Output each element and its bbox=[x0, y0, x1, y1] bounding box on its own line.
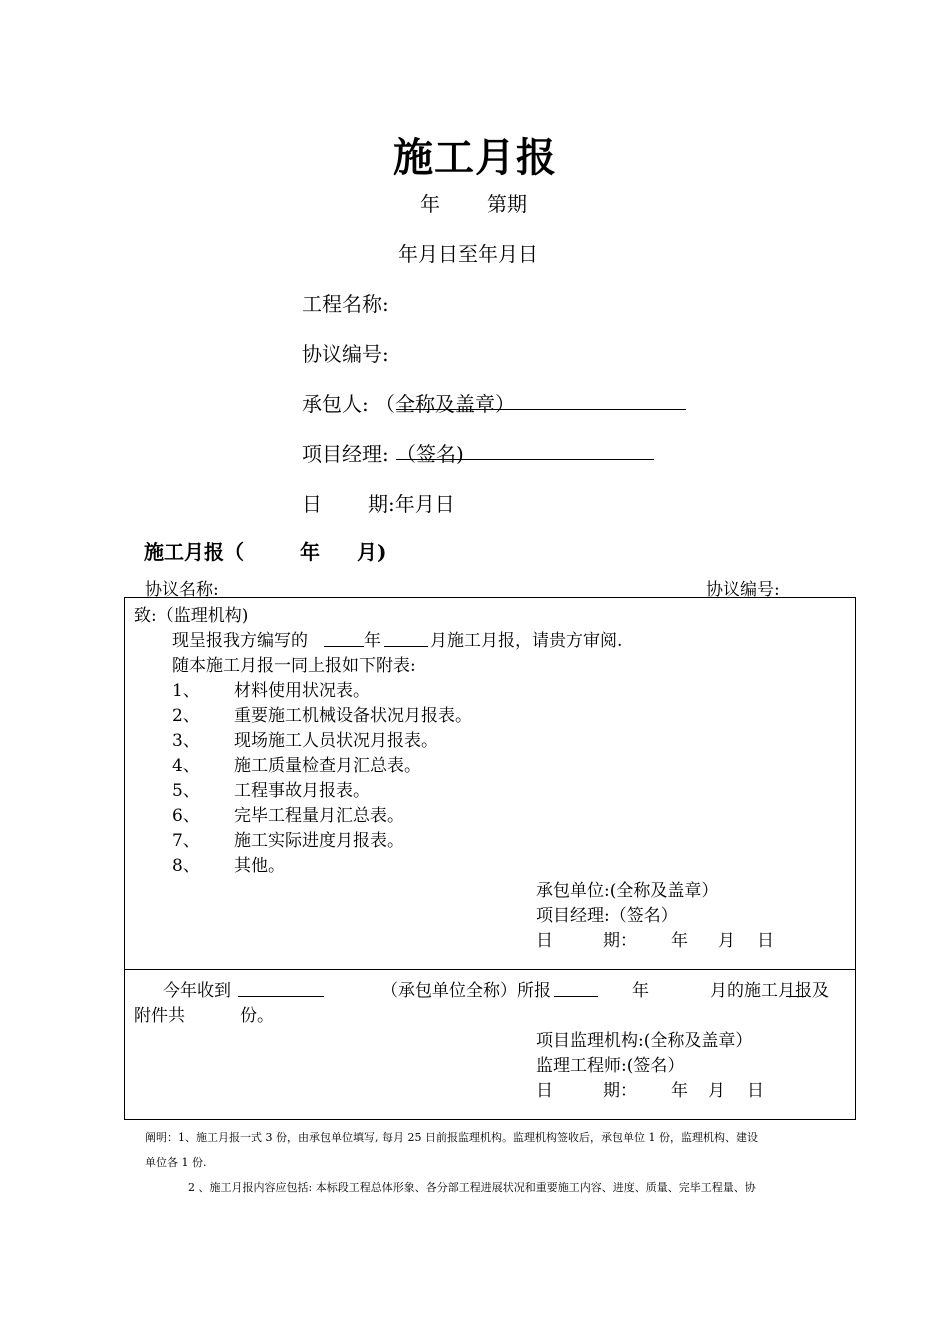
sign-date-d: 日 bbox=[757, 931, 774, 951]
manager-underline bbox=[396, 459, 654, 460]
note-line-3: 2 、施工月报内容应包括: 本标段工程总体形象、各分部工程进展状况和重要施工内容、进度、质量、完毕工程量、协 bbox=[188, 1181, 756, 1194]
list-item: 重要施工机械设备状况月报表。 bbox=[234, 706, 472, 726]
contractor-label: 承包人: bbox=[302, 392, 369, 416]
report-heading-month: 月) bbox=[357, 540, 387, 564]
period-year: 年 bbox=[420, 192, 440, 216]
date-label-day: 日 bbox=[302, 492, 322, 516]
report-year-blank bbox=[554, 996, 598, 997]
agreement-name-label: 协议名称: bbox=[145, 580, 219, 600]
list-item-number: 5、 bbox=[172, 781, 200, 801]
list-item-number: 4、 bbox=[172, 756, 200, 776]
submit-text-a: 现呈报我方编写的 bbox=[172, 631, 308, 651]
report-heading-year: 年 bbox=[300, 540, 320, 564]
sup-date-year: 年 bbox=[671, 1081, 688, 1101]
list-item: 施工质量检查月汇总表。 bbox=[234, 756, 421, 776]
list-item-number: 2、 bbox=[172, 706, 200, 726]
note-line-1: 阐明：1、施工月报一式 3 份，由承包单位填写, 每月 25 日前报监理机构。监理机构签收后，承包单位 1 份，监理机构、建设 bbox=[145, 1131, 758, 1144]
receive-text-year: 年 bbox=[632, 981, 649, 1001]
contractor-manager: 项目经理:（签名） bbox=[536, 906, 678, 926]
list-item: 现场施工人员状况月报表。 bbox=[234, 731, 438, 751]
contractor-unit: 承包单位:(全称及盖章） bbox=[536, 881, 719, 901]
supervision-engineer: 监理工程师:(签名） bbox=[536, 1056, 685, 1076]
contractor-value: （全称及盖章） bbox=[375, 392, 515, 416]
date-label-period: 期:年月日 bbox=[368, 492, 455, 516]
date-range: 年月日至年月日 bbox=[398, 242, 538, 266]
month-blank bbox=[384, 646, 428, 647]
report-heading: 施工月报（ bbox=[144, 540, 244, 564]
attachments-intro: 随本施工月报一同上报如下附表: bbox=[172, 656, 416, 676]
contractor-name-blank bbox=[238, 996, 324, 997]
list-item: 材料使用状况表。 bbox=[234, 681, 370, 701]
submit-text-year: 年 bbox=[364, 631, 381, 651]
period-number: 第期 bbox=[487, 192, 527, 216]
receive-text-e: 附件共 bbox=[134, 1006, 185, 1026]
list-item: 完毕工程量月汇总表。 bbox=[234, 806, 404, 826]
list-item: 施工实际进度月报表。 bbox=[234, 831, 404, 851]
receive-text-a: 今年收到 bbox=[163, 981, 231, 1001]
agreement-number-label: 协议编号: bbox=[302, 342, 389, 366]
receive-text-b: （承包单位全称）所报 bbox=[381, 981, 551, 1001]
note-line-2: 单位各 1 份. bbox=[145, 1156, 207, 1169]
year-blank bbox=[324, 646, 364, 647]
page-title: 施工月报 bbox=[393, 134, 557, 181]
list-item-number: 7、 bbox=[172, 831, 200, 851]
form-divider bbox=[124, 969, 856, 970]
project-name-label: 工程名称: bbox=[302, 292, 389, 316]
sup-date-day: 日 bbox=[536, 1081, 553, 1101]
sign-date-month: 月 bbox=[718, 931, 735, 951]
sup-date-d: 日 bbox=[747, 1081, 764, 1101]
sign-date-day: 日 bbox=[536, 931, 553, 951]
receive-text-f: 份。 bbox=[240, 1006, 274, 1026]
sup-date-month: 月 bbox=[708, 1081, 725, 1101]
list-item-number: 8、 bbox=[172, 856, 200, 876]
list-item-number: 1、 bbox=[172, 681, 200, 701]
manager-value: （签名) bbox=[396, 442, 464, 466]
receive-text-d: 月的施工月报及 bbox=[710, 981, 829, 1001]
month-report-underline bbox=[786, 996, 806, 997]
addressee: 致:（监理机构) bbox=[134, 606, 249, 626]
supervision-org: 项目监理机构:(全称及盖章） bbox=[536, 1031, 753, 1051]
list-item-number: 3、 bbox=[172, 731, 200, 751]
contractor-underline bbox=[396, 409, 686, 410]
agreement-no-label: 协议编号: bbox=[706, 580, 780, 600]
submit-text-c: 月施工月报，请贵方审阅. bbox=[430, 631, 623, 651]
list-item: 其他。 bbox=[234, 856, 285, 876]
sign-date-year: 年 bbox=[671, 931, 688, 951]
manager-label: 项目经理: bbox=[302, 442, 389, 466]
sup-date-period: 期： bbox=[603, 1081, 637, 1101]
list-item-number: 6、 bbox=[172, 806, 200, 826]
list-item: 工程事故月报表。 bbox=[234, 781, 370, 801]
sign-date-period: 期： bbox=[603, 931, 637, 951]
